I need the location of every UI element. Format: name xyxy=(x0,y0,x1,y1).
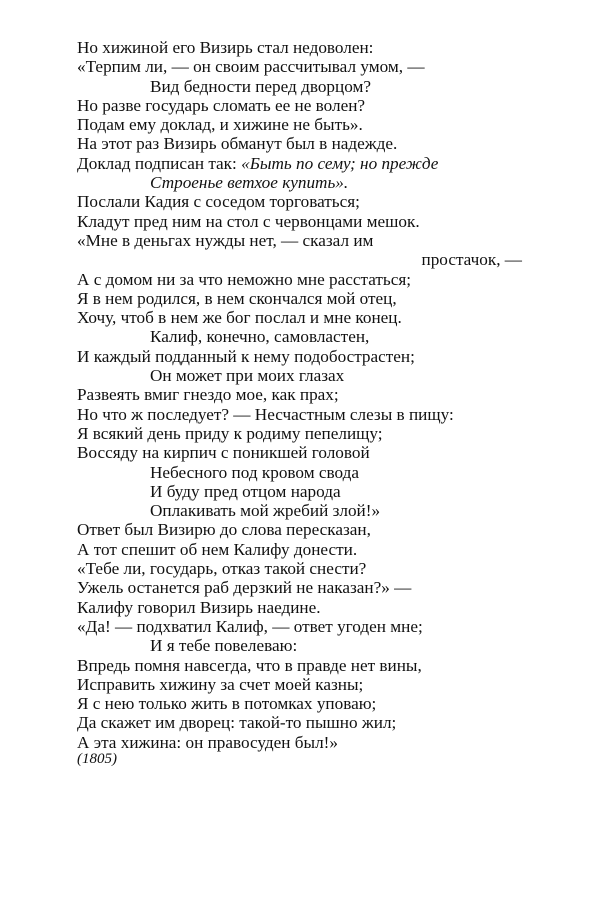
poem-line xyxy=(0,656,600,675)
line-text: Небесного под кровом свода xyxy=(150,462,359,482)
line-text: Послали Кадия с соседом торговаться; xyxy=(77,192,360,212)
poem-line xyxy=(0,96,600,115)
poem-line xyxy=(0,270,600,289)
line-text: Я всякий день приду к родиму пепелищу; xyxy=(77,423,383,443)
poem-line xyxy=(0,520,600,539)
poem-line xyxy=(0,463,600,482)
line-text: Калифу говорил Визирь наедине. xyxy=(77,597,321,617)
line-text: И буду пред отцом народа xyxy=(150,481,341,501)
poem-line xyxy=(0,482,600,501)
line-text: А с домом ни за что неможно мне расстаться; xyxy=(77,269,412,289)
line-text: «Тебе ли, государь, отказ такой снести? xyxy=(77,559,367,579)
poem-line xyxy=(0,115,600,134)
line-text-plain: Доклад подписан так: xyxy=(77,153,242,173)
line-text: Оплакивать мой жребий злой!» xyxy=(150,501,381,521)
line-text: И я тебе повелеваю: xyxy=(150,636,298,656)
line-text: Но хижиной его Визирь стал недоволен: xyxy=(77,38,374,57)
line-text: «Мне в деньгах нужды нет, — сказал им xyxy=(77,230,374,250)
line-text: Я с нею только жить в потомках уповаю; xyxy=(77,694,377,714)
poem-line xyxy=(0,617,600,636)
line-text: Ужель останется раб дерзкий не наказан?» — xyxy=(77,578,412,598)
line-text: Впредь помня навсегда, что в правде нет вины, xyxy=(77,655,422,675)
line-text xyxy=(77,154,438,173)
poem-line xyxy=(0,327,600,346)
line-text: Калиф, конечно, самовластен, xyxy=(150,327,370,347)
poem-line xyxy=(0,347,600,366)
line-text: «Терпим ли, — он своим рассчитывал умом, — xyxy=(77,57,425,77)
line-text-italic: «Быть по сему; но прежде xyxy=(241,153,439,173)
poem-line xyxy=(0,38,600,57)
line-text: Он может при моих глазах xyxy=(150,366,345,386)
poem-line xyxy=(0,134,600,153)
line-text: Хочу, чтоб в нем же бог послал и мне конец. xyxy=(77,308,402,328)
poem-line xyxy=(0,192,600,211)
poem-line xyxy=(0,250,600,269)
poem-line xyxy=(0,578,600,597)
line-text: А эта хижина: он правосуден был!» xyxy=(77,732,338,752)
poem-line xyxy=(0,559,600,578)
poem-line xyxy=(0,366,600,385)
line-text: «Да! — подхватил Калиф, — ответ угоден мне; xyxy=(77,616,423,636)
line-text: На этот раз Визирь обманут был в надежде. xyxy=(77,134,398,154)
line-text-right: простачок, — xyxy=(421,250,522,270)
line-text: Исправить хижину за счет моей казны; xyxy=(77,674,364,694)
line-text: И каждый подданный к нему подобострастен; xyxy=(77,346,415,366)
poem-date: (1805) xyxy=(77,751,117,767)
line-text-italic: Строенье ветхое купить». xyxy=(150,173,349,193)
poem-line xyxy=(0,77,600,96)
poem-line xyxy=(0,385,600,404)
poem-line xyxy=(0,405,600,424)
line-text: А тот спешит об нем Калифу донести. xyxy=(77,539,358,559)
poem-line xyxy=(0,154,600,173)
poem-line xyxy=(0,212,600,231)
poem-line xyxy=(0,675,600,694)
poem-line xyxy=(0,57,600,76)
poem-text xyxy=(0,38,600,752)
poem-line xyxy=(0,308,600,327)
poem-line xyxy=(0,289,600,308)
line-text: Но что ж последует? — Несчастным слезы в пищу: xyxy=(77,404,454,424)
line-text: Но разве государь сломать ее не волен? xyxy=(77,95,366,115)
poem-line xyxy=(0,173,600,192)
poem-line xyxy=(0,636,600,655)
line-text: Подам ему доклад, и хижине не быть». xyxy=(77,115,363,135)
line-text: Кладут пред ним на стол с червонцами мешок. xyxy=(77,211,420,231)
line-text: Развеять вмиг гнездо мое, как прах; xyxy=(77,385,339,405)
poem-line xyxy=(0,231,600,250)
line-text: Воссяду на кирпич с поникшей головой xyxy=(77,443,370,463)
poem-line xyxy=(0,540,600,559)
poem-line xyxy=(0,694,600,713)
line-text: Да скажет им дворец: такой-то пышно жил; xyxy=(77,713,397,733)
line-text: Ответ был Визирю до слова пересказан, xyxy=(77,520,371,540)
line-text: Вид бедности перед дворцом? xyxy=(150,76,371,96)
poem-line xyxy=(0,443,600,462)
line-text: Я в нем родился, в нем скончался мой отец, xyxy=(77,288,397,308)
poem-line xyxy=(0,424,600,443)
poem-line xyxy=(0,713,600,732)
poem-line xyxy=(0,501,600,520)
poem-line xyxy=(0,598,600,617)
